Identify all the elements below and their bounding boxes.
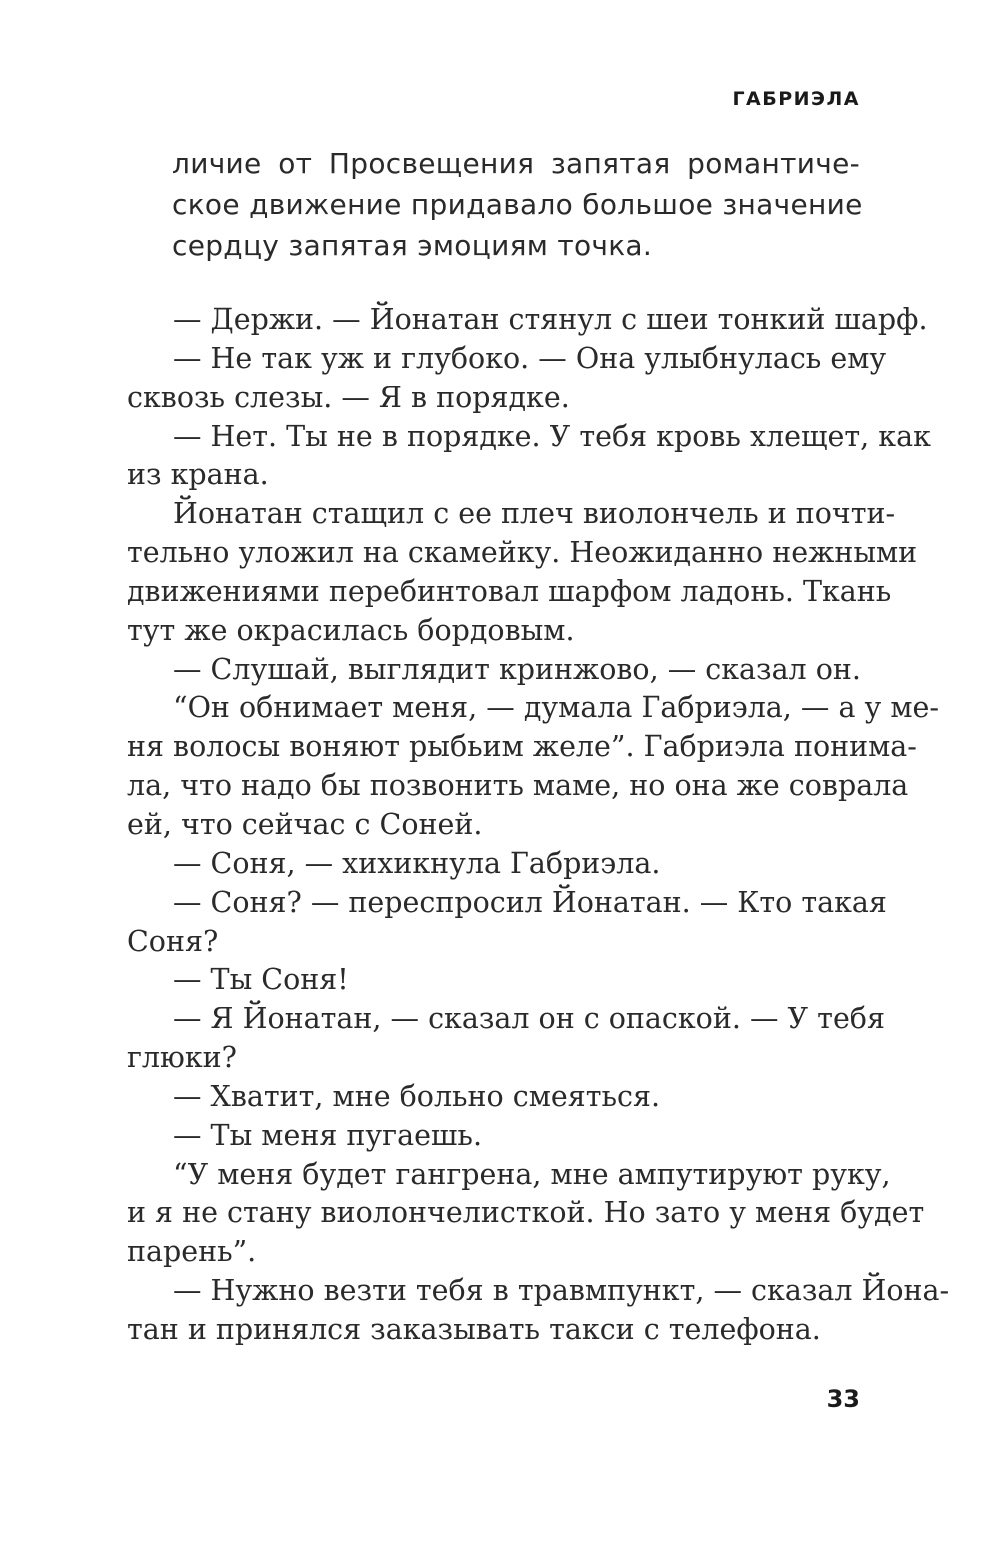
text-line: из крана. xyxy=(127,458,269,492)
text-line: — Я Йонатан, — сказал он с опаской. — У тебя xyxy=(173,1002,885,1036)
text-line: ей, что сейчас с Соней. xyxy=(127,807,483,841)
quote-block xyxy=(172,143,863,266)
quote-line: ское движение придавало большое значение xyxy=(172,188,863,221)
text-line: — Ты Соня! xyxy=(173,963,349,997)
text-line: — Соня? — переспросил Йонатан. — Кто такая xyxy=(173,885,887,919)
text-line: Йонатан стащил с ее плеч виолончель и почти- xyxy=(173,497,896,531)
page-number: 33 xyxy=(826,1385,860,1413)
text-line: и я не стану виолончелисткой. Но зато у меня будет xyxy=(127,1196,925,1230)
text-line: тельно уложил на скамейку. Неожиданно нежными xyxy=(127,536,918,570)
text-line: — Нужно везти тебя в травмпункт, — сказал Йона- xyxy=(173,1274,950,1308)
text-line: — Хватит, мне больно смеяться. xyxy=(173,1079,661,1113)
text-line: — Ты меня пугаешь. xyxy=(173,1118,483,1152)
text-line: ла, что надо бы позвонить маме, но она же соврала xyxy=(127,769,909,803)
text-line: — Держи. — Йонатан стянул с шеи тонкий шарф. xyxy=(173,303,928,336)
text-line: Соня? xyxy=(127,924,219,958)
text-line: ня волосы воняют рыбьим желе”. Габриэла понима- xyxy=(127,730,917,764)
text-line: сквозь слезы. — Я в порядке. xyxy=(127,380,570,414)
text-line: “Он обнимает меня, — думала Габриэла, — а у ме- xyxy=(173,691,940,725)
text-line: парень”. xyxy=(127,1235,257,1269)
text-line: — Соня, — хихикнула Габриэла. xyxy=(173,846,661,880)
quote-line: личие от Просвещения запятая романтиче- xyxy=(172,147,860,180)
text-line: — Слушай, выглядит кринжово, — сказал он. xyxy=(173,652,861,686)
quote-line: сердцу запятая эмоциям точка. xyxy=(172,229,653,262)
running-head: ГАБРИЭЛА xyxy=(732,88,860,110)
text-line: тут же окрасилась бордовым. xyxy=(127,613,575,647)
text-line: “У меня будет гангрена, мне ампутируют руку, xyxy=(173,1157,891,1191)
text-line: тан и принялся заказывать такси с телефона. xyxy=(127,1312,821,1346)
text-line: движениями перебинтовал шарфом ладонь. Ткань xyxy=(127,574,892,608)
text-line: — Не так уж и глубоко. — Она улыбнулась ему xyxy=(173,341,887,375)
text-line: глюки? xyxy=(127,1041,237,1075)
text-line: — Нет. Ты не в порядке. У тебя кровь хлещет, как xyxy=(173,419,931,453)
body-text xyxy=(127,301,950,1350)
